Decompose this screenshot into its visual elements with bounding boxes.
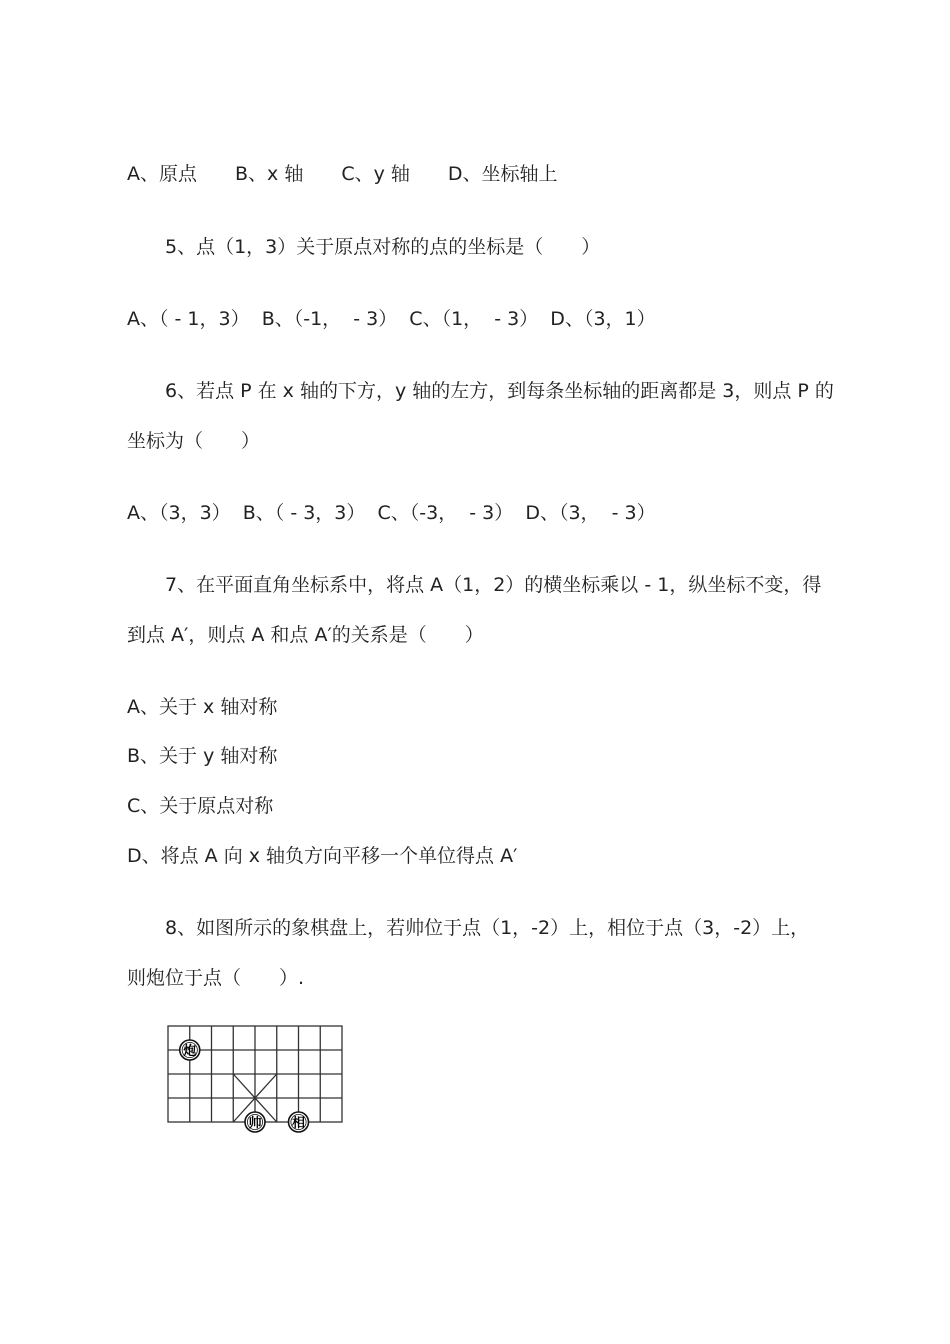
q7-stem-line1: 7、在平面直角坐标系中，将点 A（1，2）的横坐标乘以 - 1，纵坐标不变，得: [165, 574, 822, 596]
q7-option-a: A、关于 x 轴对称: [127, 696, 278, 718]
piece-pao-label: 炮: [183, 1044, 197, 1059]
piece-shuai: [245, 1112, 265, 1132]
piece-pao: [180, 1040, 200, 1060]
q7-option-c: C、关于原点对称: [127, 795, 274, 817]
piece-shuai-label: 帅: [248, 1116, 262, 1131]
q7-option-d: D、将点 A 向 x 轴负方向平移一个单位得点 A′: [127, 845, 518, 867]
q8-stem-line2: 则炮位于点（ ）.: [127, 967, 305, 989]
q6-stem-line1: 6、若点 P 在 x 轴的下方，y 轴的左方，到每条坐标轴的距离都是 3，则点 P 的: [165, 380, 834, 402]
piece-xiang: [289, 1112, 309, 1132]
q8-stem-line1: 8、如图所示的象棋盘上，若帅位于点（1，-2）上，相位于点（3，-2）上，: [165, 917, 810, 939]
q7-option-b: B、关于 y 轴对称: [127, 745, 278, 767]
chess-board-figure: [160, 1018, 360, 1143]
q4-options: A、原点 B、x 轴 C、y 轴 D、坐标轴上: [127, 163, 558, 185]
piece-xiang-label: 相: [291, 1116, 306, 1131]
q7-stem-line2: 到点 A′，则点 A 和点 A′的关系是（ ）: [127, 624, 484, 646]
q5-stem: 5、点（1，3）关于原点对称的点的坐标是（ ）: [165, 236, 601, 258]
q6-options: A、（3，3） B、（ - 3，3） C、（-3， - 3） D、（3， - 3）: [127, 502, 656, 524]
q6-stem-line2: 坐标为（ ）: [127, 430, 261, 452]
q5-options: A、（ - 1，3） B、（-1， - 3） C、（1， - 3） D、（3，1）: [127, 308, 656, 330]
